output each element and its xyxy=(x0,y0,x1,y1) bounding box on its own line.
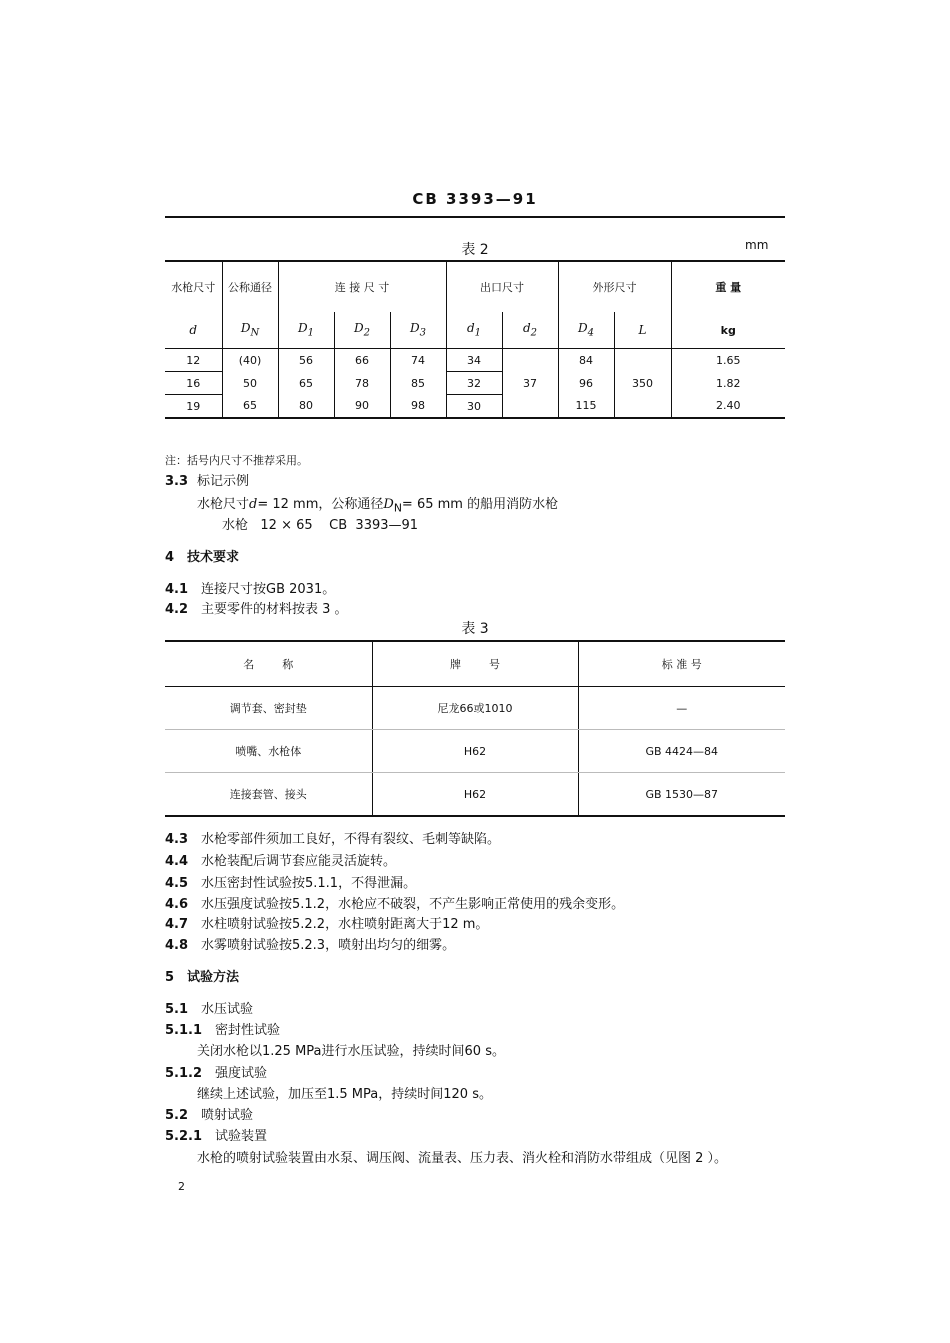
table2-caption: 表 2 xyxy=(461,242,489,258)
section-4-6: 4.6 水压强度试验按5.1.2，水枪应不破裂，不产生影响正常使用的残余变形。 xyxy=(165,897,625,912)
header-rule xyxy=(165,216,785,218)
sym-d1-cap: $D_1$ xyxy=(278,312,334,349)
col-connection: 连 接 尺 寸 xyxy=(278,261,446,312)
section-5-1-2: 5.1.2 强度试验 xyxy=(165,1066,268,1081)
col-weight: 重 量 xyxy=(671,261,785,312)
section-5-1-1: 5.1.1 密封性试验 xyxy=(165,1023,281,1038)
section-4-3: 4.3 水枪零部件须加工良好，不得有裂纹、毛刺等缺陷。 xyxy=(165,832,501,847)
section-4-2: 4.2 主要零件的材料按表 3 。 xyxy=(165,602,348,617)
table-cell: 30 xyxy=(446,395,502,419)
section-4-7: 4.7 水柱喷射试验按5.2.2，水柱喷射距离大于12 m。 xyxy=(165,917,489,932)
table-cell: 调节套、密封垫 xyxy=(165,687,372,730)
table-cell: (40) xyxy=(222,349,278,372)
table-cell: 34 xyxy=(446,349,502,372)
table-cell: 连接套管、接头 xyxy=(165,773,372,817)
section-4-8: 4.8 水雾喷射试验按5.2.3，喷射出均匀的细雾。 xyxy=(165,938,456,953)
table-cell: 16 xyxy=(165,372,222,395)
col-outer: 外形尺寸 xyxy=(558,261,671,312)
col-outlet: 出口尺寸 xyxy=(446,261,558,312)
merged-l: 350 xyxy=(614,349,671,419)
table-cell: 56 xyxy=(278,349,334,372)
table-cell: 1.65 xyxy=(671,349,785,372)
section-4-4: 4.4 水枪装配后调节套应能灵活旋转。 xyxy=(165,854,397,869)
table3-header-standard: 标 准 号 xyxy=(578,641,785,687)
table3-header-name: 名 称 xyxy=(165,641,372,687)
table-cell: 尼龙66或1010 xyxy=(372,687,578,730)
marking-example-line1: 水枪尺寸d= 12 mm，公称通径$D_N= 65$ mm 的船用消防水枪 xyxy=(197,497,559,515)
table-cell: 74 xyxy=(390,349,446,372)
section-5-2-1-body: 水枪的喷射试验装置由水泵、调压阀、流量表、压力表、消火栓和消防水带组成（见图 2 ）。 xyxy=(197,1151,728,1166)
sym-dn: $D_N$ xyxy=(222,312,278,349)
table-cell: H62 xyxy=(372,773,578,817)
col-nominal: 公称通径 xyxy=(222,261,278,312)
section-4: 4 技术要求 xyxy=(165,550,240,565)
table-cell: H62 xyxy=(372,730,578,773)
table-cell: 98 xyxy=(390,395,446,419)
col-gun-size: 水枪尺寸 xyxy=(165,261,222,312)
table-cell: — xyxy=(578,687,785,730)
table-cell: 12 xyxy=(165,349,222,372)
sym-d1: $d_1$ xyxy=(446,312,502,349)
table-cell: 65 xyxy=(222,395,278,419)
sym-d2: $d_2$ xyxy=(502,312,558,349)
page-number: 2 xyxy=(178,1180,185,1193)
table-3 xyxy=(165,640,785,817)
table-cell: 喷嘴、水枪体 xyxy=(165,730,372,773)
table-cell: GB 1530—87 xyxy=(578,773,785,817)
section-5-1: 5.1 水压试验 xyxy=(165,1002,254,1017)
section-4-1: 4.1 连接尺寸按GB 2031。 xyxy=(165,582,336,597)
table-cell: 90 xyxy=(334,395,390,419)
table-cell: 66 xyxy=(334,349,390,372)
standard-header: CB 3393—91 xyxy=(412,190,538,208)
table-cell: 65 xyxy=(278,372,334,395)
table-cell: GB 4424—84 xyxy=(578,730,785,773)
table-cell: 80 xyxy=(278,395,334,419)
section-5-1-2-body: 继续上述试验，加压至1.5 MPa，持续时间120 s。 xyxy=(197,1087,492,1102)
table-cell: 115 xyxy=(558,395,614,419)
table-cell: 32 xyxy=(446,372,502,395)
table-cell: 2.40 xyxy=(671,395,785,419)
table-2 xyxy=(165,260,785,419)
table3-caption: 表 3 xyxy=(461,621,489,637)
section-5-1-1-body: 关闭水枪以1.25 MPa进行水压试验，持续时间60 s。 xyxy=(197,1044,505,1059)
table-cell: 50 xyxy=(222,372,278,395)
section-5: 5 试验方法 xyxy=(165,970,240,985)
merged-d2: 37 xyxy=(502,349,558,419)
sym-d3-cap: $D_3$ xyxy=(390,312,446,349)
table-cell: 19 xyxy=(165,395,222,419)
section-3-3: 3.3 标记示例 xyxy=(165,474,250,489)
sym-d4-cap: $D_4$ xyxy=(558,312,614,349)
table-cell: 84 xyxy=(558,349,614,372)
table-cell: 96 xyxy=(558,372,614,395)
table-cell: 78 xyxy=(334,372,390,395)
section-5-2-1: 5.2.1 试验装置 xyxy=(165,1129,268,1144)
sym-l: L xyxy=(614,312,671,349)
marking-example-line2: 水枪 12 × 65 CB 3393—91 xyxy=(222,518,419,533)
sym-d: d xyxy=(165,312,222,349)
table-cell: 85 xyxy=(390,372,446,395)
table2-note: 注：括号内尺寸不推荐采用。 xyxy=(165,454,308,467)
table2-unit: mm xyxy=(745,238,769,252)
sym-d2-cap: $D_2$ xyxy=(334,312,390,349)
table-cell: 1.82 xyxy=(716,376,741,390)
sym-kg: kg xyxy=(720,323,736,337)
section-4-5: 4.5 水压密封性试验按5.1.1，不得泄漏。 xyxy=(165,876,417,891)
section-5-2: 5.2 喷射试验 xyxy=(165,1108,254,1123)
table3-header-grade: 牌 号 xyxy=(372,641,578,687)
